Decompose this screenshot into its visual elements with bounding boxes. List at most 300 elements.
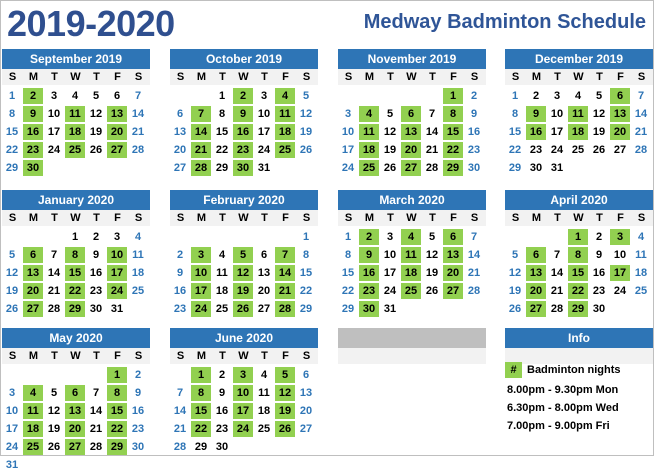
badminton-day: 2 (23, 88, 43, 104)
day-cell: 16 (592, 267, 606, 279)
day-cell: 13 (257, 267, 271, 279)
badminton-day: 20 (401, 142, 421, 158)
badminton-day: 22 (65, 283, 85, 299)
badminton-day: 7 (191, 106, 211, 122)
badminton-day: 18 (359, 142, 379, 158)
weekday-label: T (93, 350, 100, 362)
day-grid (505, 87, 653, 177)
weekday-label: W (70, 350, 81, 362)
day-cell: 18 (131, 267, 145, 279)
day-cell: 22 (299, 285, 313, 297)
day-grid (2, 366, 150, 474)
day-cell: 21 (634, 126, 648, 138)
day-cell: 8 (8, 108, 16, 120)
day-cell: 12 (299, 108, 313, 120)
badminton-day: 3 (233, 367, 253, 383)
day-cell: 2 (595, 231, 603, 243)
badminton-day: 4 (401, 229, 421, 245)
day-cell: 20 (257, 285, 271, 297)
day-cell: 1 (218, 90, 226, 102)
day-cell: 24 (5, 441, 19, 453)
weekday-label: T (429, 71, 436, 83)
day-cell: 1 (71, 231, 79, 243)
badminton-day: 1 (107, 367, 127, 383)
day-cell: 23 (592, 285, 606, 297)
day-cell: 21 (425, 144, 439, 156)
day-cell: 15 (508, 126, 522, 138)
day-cell: 2 (92, 231, 100, 243)
weekday-header (505, 69, 653, 85)
weekday-label: T (51, 350, 58, 362)
weekday-label: S (344, 212, 353, 224)
day-cell: 25 (257, 423, 271, 435)
badminton-day: 22 (568, 283, 588, 299)
weekday-label: S (176, 71, 185, 83)
badminton-day: 25 (275, 142, 295, 158)
badminton-day: 1 (443, 88, 463, 104)
day-cell: 26 (592, 144, 606, 156)
weekday-label: S (637, 71, 646, 83)
badminton-day: 8 (443, 106, 463, 122)
day-cell: 19 (47, 423, 61, 435)
badminton-day: 27 (443, 283, 463, 299)
day-cell: 31 (550, 162, 564, 174)
day-cell: 7 (50, 249, 58, 261)
day-cell: 17 (550, 126, 564, 138)
day-grid (2, 228, 150, 318)
day-cell: 11 (635, 249, 647, 261)
day-cell: 27 (173, 162, 187, 174)
day-grid (505, 228, 653, 318)
weekday-label: S (8, 212, 17, 224)
day-grid (170, 228, 318, 318)
day-cell: 28 (173, 441, 187, 453)
weekday-label: T (429, 212, 436, 224)
empty-panel-subheader (338, 348, 486, 364)
day-cell: 23 (215, 423, 229, 435)
badminton-day: 9 (526, 106, 546, 122)
day-cell: 11 (132, 249, 144, 261)
badminton-day: 13 (23, 265, 43, 281)
day-grid (2, 87, 150, 177)
info-header: Info (505, 328, 653, 348)
empty-day (526, 229, 546, 245)
month-calendar (170, 328, 318, 456)
day-cell: 13 (173, 126, 187, 138)
badminton-day: 29 (65, 301, 85, 317)
weekday-label: S (176, 350, 185, 362)
day-cell: 23 (529, 144, 543, 156)
day-cell: 26 (89, 144, 103, 156)
empty-day (65, 367, 85, 383)
badminton-day: 18 (275, 124, 295, 140)
badminton-day: 19 (233, 283, 253, 299)
day-cell: 27 (299, 423, 313, 435)
badminton-day: 16 (526, 124, 546, 140)
badminton-day: 6 (401, 106, 421, 122)
weekday-label: M (364, 71, 375, 83)
weekday-label: S (470, 212, 479, 224)
day-cell: 13 (299, 387, 313, 399)
badminton-day: 25 (359, 160, 379, 176)
badminton-day: 19 (275, 403, 295, 419)
empty-day (233, 229, 253, 245)
empty-day (170, 88, 190, 104)
empty-day (44, 229, 64, 245)
month-header: May 2020 (2, 328, 150, 348)
month-calendar (170, 190, 318, 318)
weekday-header (338, 69, 486, 85)
day-cell: 5 (386, 108, 394, 120)
badminton-day: 30 (23, 160, 43, 176)
page-title: 2019-2020 (7, 3, 175, 44)
badminton-day: 13 (65, 403, 85, 419)
weekday-label: S (134, 350, 143, 362)
empty-day (359, 88, 379, 104)
day-cell: 6 (176, 108, 184, 120)
badminton-day: 22 (191, 421, 211, 437)
day-cell: 31 (110, 303, 124, 315)
day-cell: 17 (341, 144, 355, 156)
weekday-label: F (450, 71, 457, 83)
badminton-day: 27 (526, 301, 546, 317)
empty-day (254, 229, 274, 245)
month-calendar (2, 49, 150, 177)
day-cell: 3 (553, 90, 561, 102)
badminton-day: 24 (107, 283, 127, 299)
badminton-day: 28 (191, 160, 211, 176)
day-cell: 24 (257, 144, 271, 156)
badminton-day: 13 (526, 265, 546, 281)
day-cell: 30 (592, 303, 606, 315)
badminton-day: 30 (233, 160, 253, 176)
day-cell: 5 (8, 249, 16, 261)
empty-day (170, 229, 190, 245)
empty-panel-header (338, 328, 486, 348)
badminton-day: 20 (65, 421, 85, 437)
month-header: October 2019 (170, 49, 318, 69)
badminton-day: 20 (526, 283, 546, 299)
month-header: June 2020 (170, 328, 318, 348)
day-cell: 19 (425, 267, 439, 279)
weekday-label: M (531, 71, 542, 83)
day-cell: 29 (341, 303, 355, 315)
day-cell: 12 (5, 267, 19, 279)
day-grid (170, 87, 318, 177)
badminton-day: 24 (233, 421, 253, 437)
empty-panel (338, 328, 486, 364)
badminton-day: 23 (233, 142, 253, 158)
badminton-day: 20 (443, 265, 463, 281)
day-cell: 12 (89, 108, 103, 120)
badminton-day: 8 (107, 385, 127, 401)
month-header: January 2020 (2, 190, 150, 210)
day-cell: 10 (613, 249, 627, 261)
weekday-label: W (406, 71, 417, 83)
badminton-day: 26 (275, 421, 295, 437)
badminton-day: 15 (65, 265, 85, 281)
badminton-day: 8 (568, 247, 588, 263)
day-cell: 16 (173, 285, 187, 297)
day-cell: 4 (574, 90, 582, 102)
day-cell: 14 (467, 249, 481, 261)
day-cell: 2 (134, 369, 142, 381)
badminton-day: 30 (359, 301, 379, 317)
badminton-day: 3 (191, 247, 211, 263)
day-cell: 23 (173, 303, 187, 315)
day-cell: 8 (302, 249, 310, 261)
day-cell: 23 (131, 423, 145, 435)
badminton-day: 8 (191, 385, 211, 401)
weekday-label: M (196, 350, 207, 362)
badminton-day: 6 (23, 247, 43, 263)
badminton-day: 27 (401, 160, 421, 176)
empty-day (191, 88, 211, 104)
badminton-day: 3 (610, 229, 630, 245)
day-cell: 14 (634, 108, 648, 120)
day-cell: 10 (5, 405, 19, 417)
day-cell: 7 (428, 108, 436, 120)
day-cell: 28 (467, 285, 481, 297)
day-cell: 9 (595, 249, 603, 261)
day-cell: 3 (113, 231, 121, 243)
weekday-label: S (511, 212, 520, 224)
weekday-label: S (8, 71, 17, 83)
badminton-day: 27 (65, 439, 85, 455)
day-cell: 28 (89, 441, 103, 453)
weekday-label: F (617, 212, 624, 224)
empty-day (275, 229, 295, 245)
day-cell: 2 (470, 90, 478, 102)
day-cell: 2 (532, 90, 540, 102)
day-cell: 16 (215, 405, 229, 417)
day-cell: 30 (131, 441, 145, 453)
day-cell: 7 (553, 249, 561, 261)
day-cell: 19 (383, 144, 397, 156)
month-calendar (505, 49, 653, 177)
day-cell: 30 (89, 303, 103, 315)
badminton-day: 10 (233, 385, 253, 401)
day-cell: 21 (173, 423, 187, 435)
badminton-day: 21 (191, 142, 211, 158)
day-cell: 12 (383, 126, 397, 138)
day-cell: 27 (257, 303, 271, 315)
badminton-day: 14 (275, 265, 295, 281)
weekday-label: S (302, 71, 311, 83)
badminton-day: 20 (610, 124, 630, 140)
day-cell: 8 (511, 108, 519, 120)
day-cell: 12 (592, 108, 606, 120)
weekday-label: S (134, 212, 143, 224)
day-cell: 19 (89, 126, 103, 138)
weekday-label: S (511, 71, 520, 83)
badminton-day: 8 (65, 247, 85, 263)
day-cell: 29 (194, 441, 208, 453)
badminton-day: 18 (65, 124, 85, 140)
badminton-day: 26 (233, 301, 253, 317)
badminton-day: 5 (233, 247, 253, 263)
day-cell: 17 (5, 423, 19, 435)
month-header: September 2019 (2, 49, 150, 69)
badminton-day: 13 (401, 124, 421, 140)
empty-day (505, 229, 525, 245)
day-cell: 14 (550, 267, 564, 279)
badminton-day: 15 (568, 265, 588, 281)
day-cell: 10 (383, 249, 397, 261)
badminton-day: 16 (233, 124, 253, 140)
day-cell: 9 (92, 249, 100, 261)
badminton-day: 15 (443, 124, 463, 140)
day-cell: 26 (47, 441, 61, 453)
day-cell: 24 (47, 144, 61, 156)
badminton-day: 29 (568, 301, 588, 317)
day-cell: 25 (131, 285, 145, 297)
weekday-header (170, 69, 318, 85)
badminton-day: 24 (191, 301, 211, 317)
day-cell: 22 (508, 144, 522, 156)
day-cell: 18 (215, 285, 229, 297)
day-cell: 29 (215, 162, 229, 174)
empty-day (23, 229, 43, 245)
day-cell: 1 (511, 90, 519, 102)
weekday-label: F (114, 71, 121, 83)
day-cell: 24 (613, 285, 627, 297)
badminton-day: 1 (568, 229, 588, 245)
weekday-label: F (450, 212, 457, 224)
badminton-day: 12 (275, 385, 295, 401)
empty-day (86, 367, 106, 383)
badminton-day: 16 (359, 265, 379, 281)
day-cell: 24 (341, 162, 355, 174)
day-grid (170, 366, 318, 456)
badminton-day: 20 (23, 283, 43, 299)
day-cell: 31 (257, 162, 271, 174)
day-cell: 19 (592, 126, 606, 138)
badminton-day: 11 (568, 106, 588, 122)
badminton-day: 15 (191, 403, 211, 419)
badminton-day: 25 (401, 283, 421, 299)
weekday-label: M (196, 71, 207, 83)
day-cell: 12 (508, 267, 522, 279)
day-cell: 26 (425, 285, 439, 297)
day-cell: 21 (89, 423, 103, 435)
day-cell: 20 (173, 144, 187, 156)
badminton-day: 10 (191, 265, 211, 281)
day-cell: 30 (529, 162, 543, 174)
day-cell: 11 (258, 387, 270, 399)
day-cell: 7 (134, 90, 142, 102)
day-cell: 3 (386, 231, 394, 243)
empty-day (44, 367, 64, 383)
day-cell: 5 (428, 231, 436, 243)
badminton-day: 2 (359, 229, 379, 245)
day-cell: 6 (113, 90, 121, 102)
weekday-label: S (344, 71, 353, 83)
badminton-day: 28 (275, 301, 295, 317)
empty-day (2, 367, 22, 383)
badminton-day: 6 (65, 385, 85, 401)
day-cell: 15 (215, 126, 229, 138)
weekday-label: S (8, 350, 17, 362)
badminton-day: 4 (23, 385, 43, 401)
badminton-day: 29 (107, 439, 127, 455)
badminton-day: 9 (23, 106, 43, 122)
badminton-day: 7 (275, 247, 295, 263)
day-cell: 1 (344, 231, 352, 243)
weekday-label: T (261, 212, 268, 224)
day-cell: 3 (260, 90, 268, 102)
day-cell: 26 (383, 162, 397, 174)
day-cell: 17 (383, 267, 397, 279)
day-cell: 15 (299, 267, 313, 279)
weekday-label: M (28, 350, 39, 362)
day-cell: 18 (634, 267, 648, 279)
day-cell: 30 (467, 162, 481, 174)
day-cell: 25 (215, 303, 229, 315)
badminton-day: 2 (233, 88, 253, 104)
weekday-header (170, 348, 318, 364)
time-friday: 7.00pm - 9.00pm Fri (507, 420, 610, 432)
day-cell: 4 (71, 90, 79, 102)
day-cell: 7 (92, 387, 100, 399)
time-wednesday: 6.30pm - 8.00pm Wed (507, 402, 619, 414)
empty-day (422, 88, 442, 104)
month-calendar (2, 328, 150, 474)
day-cell: 18 (257, 405, 271, 417)
empty-day (2, 229, 22, 245)
day-cell: 28 (131, 144, 145, 156)
badminton-day: 17 (233, 403, 253, 419)
weekday-label: F (617, 71, 624, 83)
weekday-header (170, 210, 318, 226)
weekday-label: T (596, 212, 603, 224)
badminton-day: 25 (23, 439, 43, 455)
day-cell: 15 (341, 267, 355, 279)
badminton-day: 22 (107, 421, 127, 437)
day-cell: 29 (508, 162, 522, 174)
weekday-label: T (554, 71, 561, 83)
day-cell: 9 (470, 108, 478, 120)
empty-day (547, 229, 567, 245)
day-cell: 5 (302, 90, 310, 102)
month-calendar (338, 49, 486, 177)
weekday-label: W (573, 71, 584, 83)
badminton-day: 9 (359, 247, 379, 263)
day-cell: 19 (508, 285, 522, 297)
day-cell: 24 (550, 144, 564, 156)
badminton-day: 11 (23, 403, 43, 419)
day-cell: 11 (216, 267, 228, 279)
day-cell: 29 (299, 303, 313, 315)
day-cell: 1 (8, 90, 16, 102)
day-cell: 9 (134, 387, 142, 399)
weekday-label: T (554, 212, 561, 224)
badminton-day: 10 (107, 247, 127, 263)
weekday-label: T (261, 350, 268, 362)
empty-day (401, 88, 421, 104)
weekday-label: S (302, 212, 311, 224)
day-cell: 4 (637, 231, 645, 243)
day-cell: 21 (550, 285, 564, 297)
day-cell: 3 (50, 90, 58, 102)
weekday-label: F (282, 71, 289, 83)
empty-day (23, 367, 43, 383)
badminton-day: 11 (359, 124, 379, 140)
badminton-day: 27 (23, 301, 43, 317)
weekday-label: S (637, 212, 646, 224)
day-cell: 7 (637, 90, 645, 102)
badminton-day: 13 (610, 106, 630, 122)
